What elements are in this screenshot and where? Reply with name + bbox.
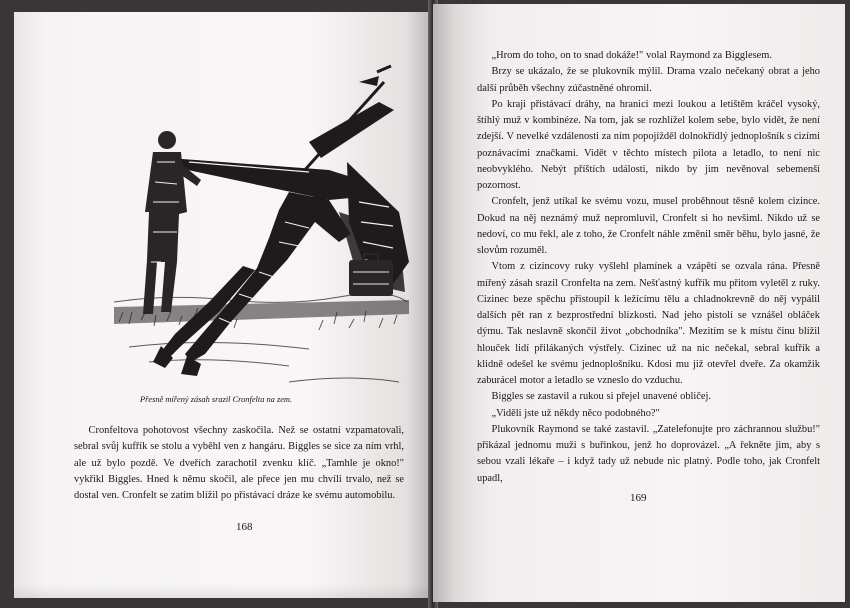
right-page xyxy=(433,4,845,602)
left-page xyxy=(14,12,431,598)
paragraph: Vtom z cizincovy ruky vyšlehl plamínek a vzápětí se ozvala rána. Přesně mířený zásah srazil Cronfelta na zem. Nešťastný kufřík mu přitom vyletěl z ruky. Cizinec beze spěchu přistoupil k ležícímu tělu a chladnokrevně do něj vypálil dalších pět ran z bezprostřední blízkosti. Nad jeho pistolí se vznášel obláček dýmu. Tak neslavně skončil život „obchodníka". Mezitím se k místu činu blížil hlouček lidí přilákaných výstřely. Cizinec už na nic nečekal, sebral kufřík a klidně odešel ke svému jednoplošníku. Kdosi mu již otevřel dveře. Za okamžik zaburácel motor a letadlo se vzneslo do vzduchu. xyxy=(477,261,820,386)
page-edge-shadow xyxy=(14,584,431,598)
paragraph: Cronfelt, jenž utíkal ke svému vozu, musel proběhnout těsně kolem cizince. Dokud na něj neznámý muž nepromluvil, Cronfelt si ho nevšiml. Nikdo už se nedoví, co mu řekl, ale z toho, že Cronfelt náhle změnil směr běhu, bylo jasné, že slovům rozuměl. xyxy=(477,196,820,256)
paragraph: Po kraji přistávací dráhy, na hranici mezi loukou a letištěm kráčel vysoký, štíhlý muž v kombinéze. Na tom, jak se rozhlížel kolem sebe, bylo vidět, že není zdejší. V nevelké vzdálenosti za ním popojížděl dolnokřídlý jednoplošník s cizími poznávacími značkami. Vidět v těchto místech pilota a letadlo, to není nic neobvyklého. Nebýt příštích události, nikdo by jim nevěnoval sebemenší pozornost. xyxy=(477,98,820,191)
paragraph: Plukovník Raymond se také zastavil. „Zatelefonujte pro záchrannou službu!" přikázal jednomu muži s buřinkou, jenž ho doprovázel. „A řekněte jim, aby s sebou vzali lékaře – i když tady už nebude nic platný. Podle toho, jak Cronfelt upadl, xyxy=(477,423,820,484)
paragraph: „Hrom do toho, on to snad dokáže!" volal Raymond za Bigglesem. xyxy=(491,50,772,61)
paragraph: Brzy se ukázalo, že se plukovník mýlil. Drama vzalo nečekaný obrat a jeho další průběh všechny zúčastněné ohromil. xyxy=(477,66,820,94)
paragraph: „Viděli jste už někdy něco podobného?" xyxy=(491,407,660,419)
left-page-text xyxy=(74,423,404,504)
page-number: 168 xyxy=(236,521,253,533)
right-page-text xyxy=(477,48,820,487)
paragraph: Biggles se zastavil a rukou si přejel unavené obličej. xyxy=(491,391,711,403)
illustration-icon xyxy=(109,62,409,392)
illustration-caption: Přesně mířený zásah srazil Cronfelta na zem. xyxy=(140,395,293,404)
paragraph: Cronfeltova pohotovost všechny zaskočila. Než se ostatní vzpamatovali, sebral svůj kufřík se stolu a vyběhl ven z hangáru. Biggles se sice za ním vrhl, ale už bylo pozdě. Ve dveřích zarachotil zvenku klíč. „Tamhle je okno!" vykřikl Biggles. Hned k němu skočil, ale přece jen mu chvíli trvalo, než se dostal ven. Cronfelt se zatím blížil po přistávací dráze ke svému automobilu. xyxy=(74,425,404,501)
page-number: 169 xyxy=(630,492,647,504)
